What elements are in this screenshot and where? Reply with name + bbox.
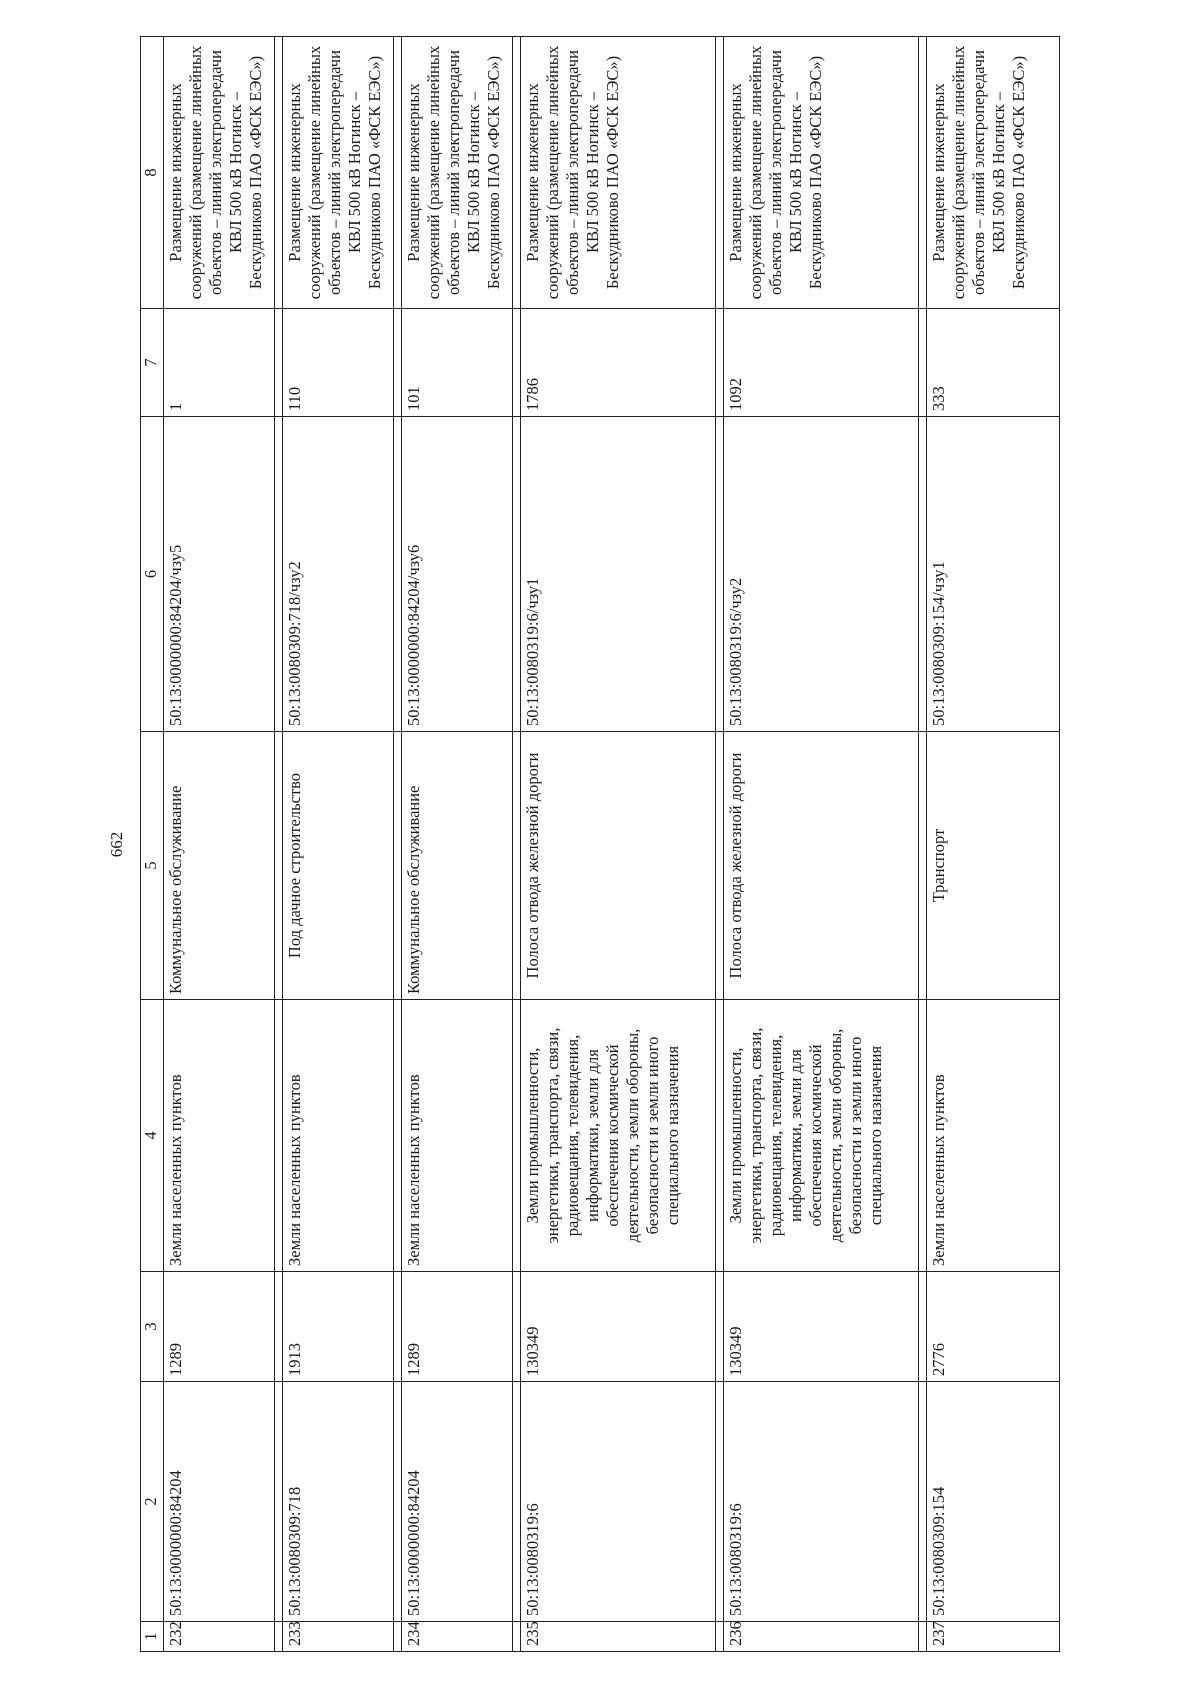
column-number: 3 — [141, 1272, 164, 1382]
permitted-use: Полоса отвода железной дороги — [521, 732, 716, 1000]
plot-part-number: 50:13:0000000:84204/чзу6 — [402, 417, 513, 732]
column-number: 5 — [141, 732, 164, 1000]
permitted-use: Транспорт — [927, 732, 1060, 1000]
part-area: 110 — [283, 309, 394, 417]
part-area: 101 — [402, 309, 513, 417]
table-row — [927, 37, 1060, 1652]
row-number: 237 — [927, 1622, 1060, 1652]
row-number: 234 — [402, 1622, 513, 1652]
land-category: Земли населенных пунктов — [164, 1000, 275, 1272]
column-number: 2 — [141, 1382, 164, 1622]
row-gap — [275, 37, 283, 1652]
plot-area: 130349 — [521, 1272, 716, 1382]
column-number: 1 — [141, 1622, 164, 1652]
table-row — [724, 37, 919, 1652]
permitted-use: Полоса отвода железной дороги — [724, 732, 919, 1000]
plot-area: 1289 — [402, 1272, 513, 1382]
land-category: Земли населенных пунктов — [283, 1000, 394, 1272]
row-gap — [716, 37, 724, 1652]
column-number: 8 — [141, 37, 164, 309]
land-category: Земли промышленности, энергетики, транспорта, связи, радиовещания, телевидения, информатики, земли для обеспечения космической деятельности, земли обороны, безопасности и земли иного специального назначения — [521, 1000, 716, 1272]
row-gap — [394, 37, 402, 1652]
cadastral-number: 50:13:0000000:84204 — [402, 1382, 513, 1622]
encumbrance-purpose: Размещение инженерных сооружений (размещение линейных объектов – линий электропередачи КВЛ 500 кВ Ногинск – Бескудниково ПАО «ФСК ЕЭС») — [164, 37, 275, 309]
encumbrance-purpose: Размещение инженерных сооружений (размещение линейных объектов – линий электропередачи КВЛ 500 кВ Ногинск – Бескудниково ПАО «ФСК ЕЭС») — [927, 37, 1060, 309]
encumbrance-purpose: Размещение инженерных сооружений (размещение линейных объектов – линий электропередачи КВЛ 500 кВ Ногинск – Бескудниково ПАО «ФСК ЕЭС») — [724, 37, 919, 309]
part-area: 1 — [164, 309, 275, 417]
land-category: Земли промышленности, энергетики, транспорта, связи, радиовещания, телевидения, информатики, земли для обеспечения космической деятельности, земли обороны, безопасности и земли иного специального назначения — [724, 1000, 919, 1272]
plot-area: 130349 — [724, 1272, 919, 1382]
plot-area: 1289 — [164, 1272, 275, 1382]
cadastral-number: 50:13:0080309:154 — [927, 1382, 1060, 1622]
column-number: 4 — [141, 1000, 164, 1272]
plot-part-number: 50:13:0080319:6/чзу1 — [521, 417, 716, 732]
row-number: 235 — [521, 1622, 716, 1652]
cadastral-number: 50:13:0080319:6 — [521, 1382, 716, 1622]
page-number: 662 — [107, 831, 126, 858]
column-number-row — [141, 37, 164, 1652]
plot-part-number: 50:13:0000000:84204/чзу5 — [164, 417, 275, 732]
permitted-use: Коммунальное обслуживание — [164, 732, 275, 1000]
table-row — [164, 37, 275, 1652]
encumbrance-purpose: Размещение инженерных сооружений (размещение линейных объектов – линий электропередачи КВЛ 500 кВ Ногинск – Бескудниково ПАО «ФСК ЕЭС») — [283, 37, 394, 309]
table-row — [521, 37, 716, 1652]
column-number: 6 — [141, 417, 164, 732]
part-area: 333 — [927, 309, 1060, 417]
part-area: 1092 — [724, 309, 919, 417]
plot-part-number: 50:13:0080309:718/чзу2 — [283, 417, 394, 732]
land-category: Земли населенных пунктов — [927, 1000, 1060, 1272]
table-row — [402, 37, 513, 1652]
plot-area: 2776 — [927, 1272, 1060, 1382]
permitted-use: Коммунальное обслуживание — [402, 732, 513, 1000]
row-number: 236 — [724, 1622, 919, 1652]
land-plots-table — [140, 36, 1060, 1652]
encumbrance-purpose: Размещение инженерных сооружений (размещение линейных объектов – линий электропередачи КВЛ 500 кВ Ногинск – Бескудниково ПАО «ФСК ЕЭС») — [521, 37, 716, 309]
row-gap — [513, 37, 521, 1652]
plot-part-number: 50:13:0080319:6/чзу2 — [724, 417, 919, 732]
rotated-page — [100, 37, 1120, 1652]
cadastral-number: 50:13:0000000:84204 — [164, 1382, 275, 1622]
row-gap — [919, 37, 927, 1652]
part-area: 1786 — [521, 309, 716, 417]
cadastral-number: 50:13:0080319:6 — [724, 1382, 919, 1622]
cadastral-number: 50:13:0080309:718 — [283, 1382, 394, 1622]
encumbrance-purpose: Размещение инженерных сооружений (размещение линейных объектов – линий электропередачи КВЛ 500 кВ Ногинск – Бескудниково ПАО «ФСК ЕЭС») — [402, 37, 513, 309]
row-number: 232 — [164, 1622, 275, 1652]
permitted-use: Под дачное строительство — [283, 732, 394, 1000]
table-row — [283, 37, 394, 1652]
plot-area: 1913 — [283, 1272, 394, 1382]
column-number: 7 — [141, 309, 164, 417]
row-number: 233 — [283, 1622, 394, 1652]
land-category: Земли населенных пунктов — [402, 1000, 513, 1272]
plot-part-number: 50:13:0080309:154/чзу1 — [927, 417, 1060, 732]
